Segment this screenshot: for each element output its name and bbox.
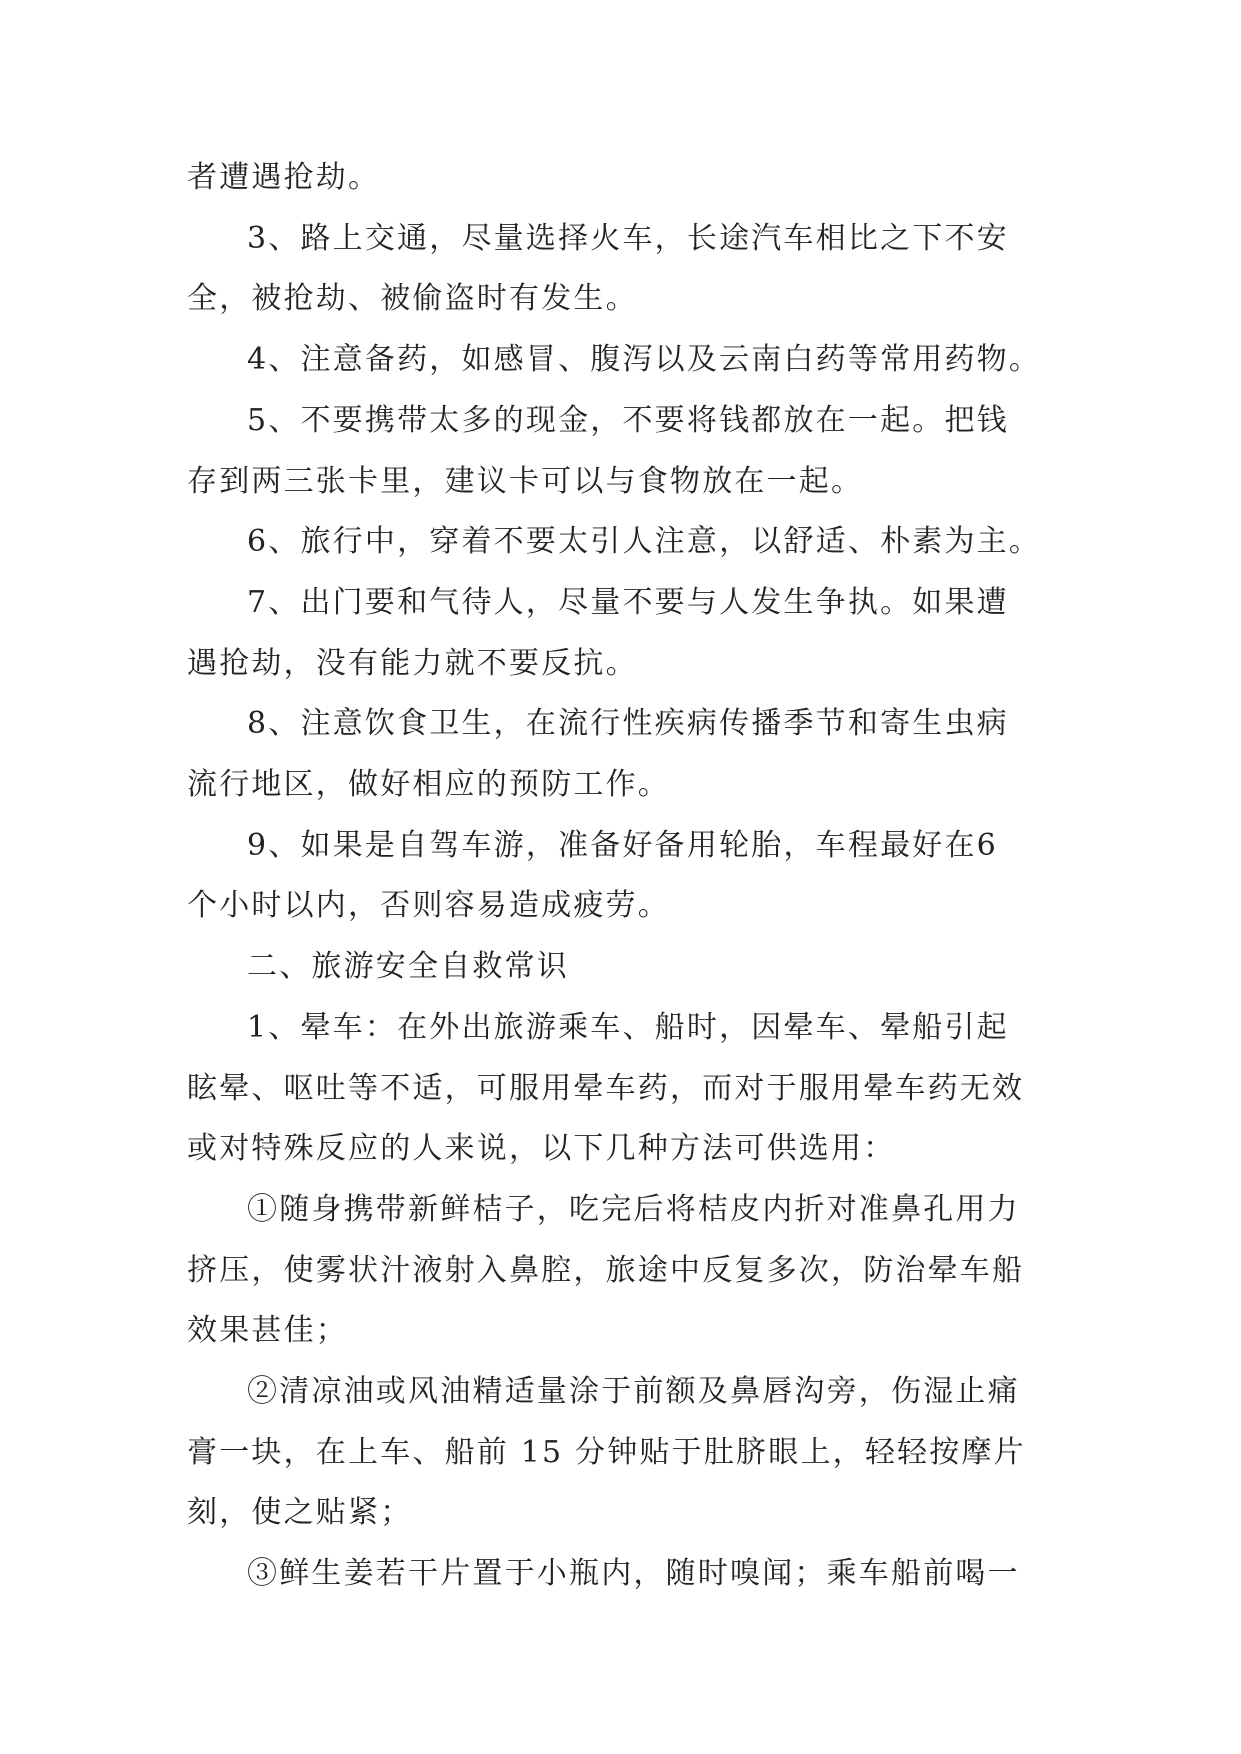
text-line: 效果甚佳；	[187, 1313, 348, 1349]
document-body	[187, 148, 1057, 1605]
text-line: 遇抢劫，没有能力就不要反抗。	[187, 645, 638, 681]
text-line: 4、注意备药，如感冒、腹泻以及云南白药等常用药物。	[247, 342, 1042, 378]
text-line: 3、路上交通，尽量选择火车，长途汽车相比之下不安	[247, 220, 1009, 256]
text-line: 8、注意饮食卫生，在流行性疾病传播季节和寄生虫病	[247, 706, 1009, 742]
text-line: 7、出门要和气待人，尽量不要与人发生争执。如果遭	[247, 584, 1009, 620]
text-line: ①随身携带新鲜桔子，吃完后将桔皮内折对准鼻孔用力	[247, 1191, 1020, 1227]
text-line: 1、晕车：在外出旅游乘车、船时，因晕车、晕船引起	[247, 1009, 1009, 1045]
text-line: 个小时以内，否则容易造成疲劳。	[187, 888, 670, 924]
text-line: 存到两三张卡里，建议卡可以与食物放在一起。	[187, 463, 864, 499]
section-heading: 二、旅游安全自救常识	[247, 949, 569, 985]
text-line: ②清凉油或风油精适量涂于前额及鼻唇沟旁，伤湿止痛	[247, 1374, 1020, 1410]
text-line: 眩晕、呕吐等不适，可服用晕车药，而对于服用晕车药无效	[187, 1070, 1025, 1106]
text-line: 挤压，使雾状汁液射入鼻腔，旅途中反复多次，防治晕车船	[187, 1252, 1025, 1288]
text-line: 者遭遇抢劫。	[187, 160, 381, 195]
text-line: 刻，使之贴紧；	[187, 1495, 413, 1531]
text-line: 9、如果是自驾车游，准备好备用轮胎，车程最好在6	[247, 827, 998, 863]
text-line: 或对特殊反应的人来说，以下几种方法可供选用：	[187, 1131, 896, 1167]
text-line: 全，被抢劫、被偷盗时有发生。	[187, 281, 638, 317]
text-line: 膏一块，在上车、船前 15 分钟贴于肚脐眼上，轻轻按摩片	[187, 1434, 1026, 1470]
text-line: 流行地区，做好相应的预防工作。	[187, 767, 670, 803]
text-line: ③鲜生姜若干片置于小瓶内，随时嗅闻；乘车船前喝一	[247, 1556, 1020, 1592]
text-line: 5、不要携带太多的现金，不要将钱都放在一起。把钱	[247, 402, 1009, 438]
text-line: 6、旅行中，穿着不要太引人注意，以舒适、朴素为主。	[247, 524, 1042, 560]
